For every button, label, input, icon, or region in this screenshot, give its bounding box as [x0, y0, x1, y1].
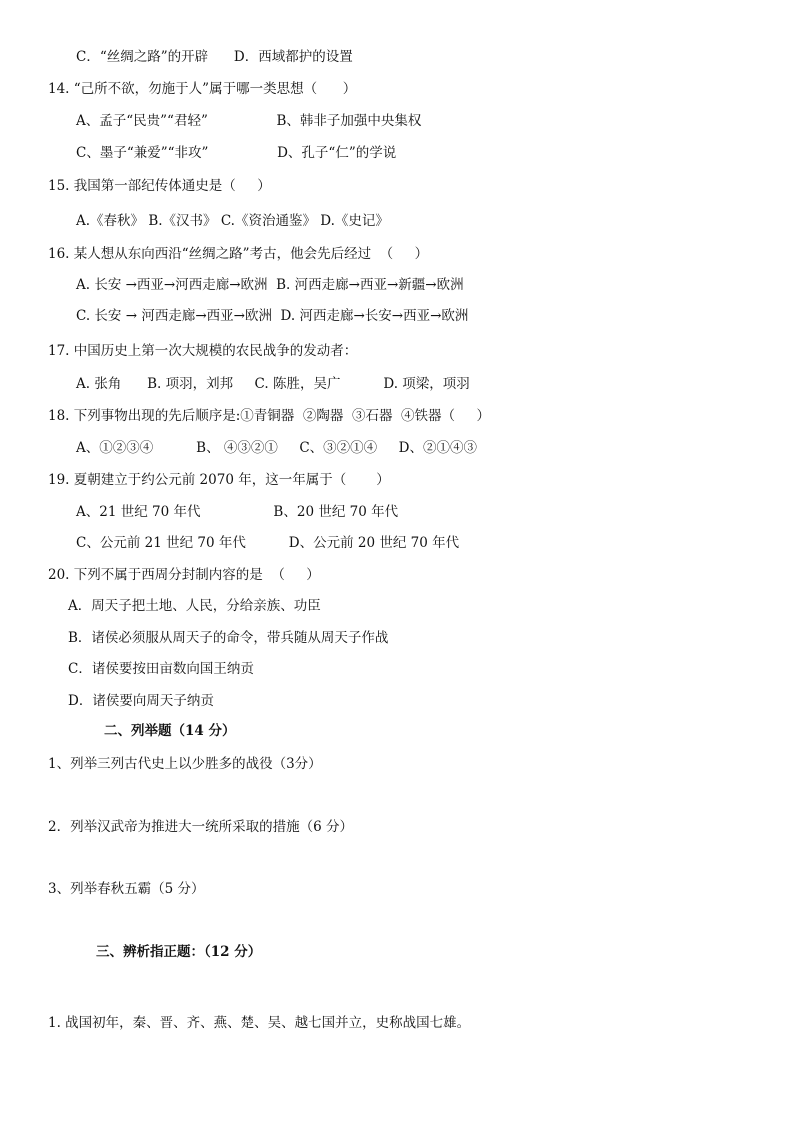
- q16-question: 16. 某人想从东向西沿“丝绸之路”考古，他会先后经过 （ ）: [48, 246, 429, 262]
- q20-option-a: A．周天子把土地、人民，分给亲族、功臣: [68, 598, 321, 614]
- q17-options: A. 张角 B. 项羽，刘邦 C. 陈胜，吴广 D. 项梁，项羽: [76, 376, 470, 392]
- q18-options: A、①②③④ B、 ④③②① C、③②①④ D、②①④③: [76, 440, 477, 456]
- q19-question: 19. 夏朝建立于约公元前 2070 年，这一年属于（ ）: [48, 472, 390, 488]
- q15-options: A.《春秋》 B.《汉书》 C.《资治通鉴》 D.《史记》: [76, 213, 389, 229]
- q14-question: 14. “己所不欲，勿施于人”属于哪一类思想（ ）: [48, 81, 357, 97]
- section-2-item-3: 3、列举春秋五霸（5 分）: [48, 881, 205, 897]
- q15-question: 15. 我国第一部纪传体通史是（ ）: [48, 178, 271, 194]
- section-2-item-1: 1、列举三列古代史上以少胜多的战役（3分）: [48, 756, 322, 772]
- q13-options-cd: C．“丝绸之路”的开辟 D．西域都护的设置: [76, 49, 353, 65]
- q20-question: 20. 下列不属于西周分封制内容的是 （ ）: [48, 567, 320, 583]
- section-2-item-2: 2．列举汉武帝为推进大一统所采取的措施（6 分）: [48, 819, 353, 835]
- q18-question: 18. 下列事物出现的先后顺序是:①青铜器 ②陶器 ③石器 ④铁器（ ）: [48, 408, 491, 424]
- q16-options-cd: C. 长安 → 河西走廊→西亚→欧洲 D. 河西走廊→长安→西亚→欧洲: [76, 308, 469, 324]
- q20-option-d: D．诸侯要向周天子纳贡: [68, 693, 214, 709]
- q20-option-c: C．诸侯要按田亩数向国王纳贡: [68, 661, 254, 677]
- q20-option-b: B．诸侯必须服从周天子的命令，带兵随从周天子作战: [68, 630, 389, 646]
- section-2-heading: 二、列举题（14 分）: [104, 723, 236, 739]
- q19-options-ab: A、21 世纪 70 年代 B、20 世纪 70 年代: [76, 504, 399, 520]
- q14-options-cd: C、墨子“兼爱”“非攻” D、孔子“仁”的学说: [76, 145, 397, 161]
- q19-options-cd: C、公元前 21 世纪 70 年代 D、公元前 20 世纪 70 年代: [76, 535, 460, 551]
- section-3-heading: 三、辨析指正题：（12 分）: [96, 944, 262, 960]
- q17-question: 17. 中国历史上第一次大规模的农民战争的发动者：: [48, 343, 358, 359]
- q16-options-ab: A. 长安 →西亚→河西走廊→欧洲 B. 河西走廊→西亚→新疆→欧洲: [76, 277, 464, 293]
- q14-options-ab: A、孟子“民贵”“君轻” B、韩非子加强中央集权: [76, 113, 422, 129]
- section-3-item-1: 1. 战国初年，秦、晋、齐、燕、楚、吴、越七国并立，史称战国七雄。: [48, 1015, 471, 1031]
